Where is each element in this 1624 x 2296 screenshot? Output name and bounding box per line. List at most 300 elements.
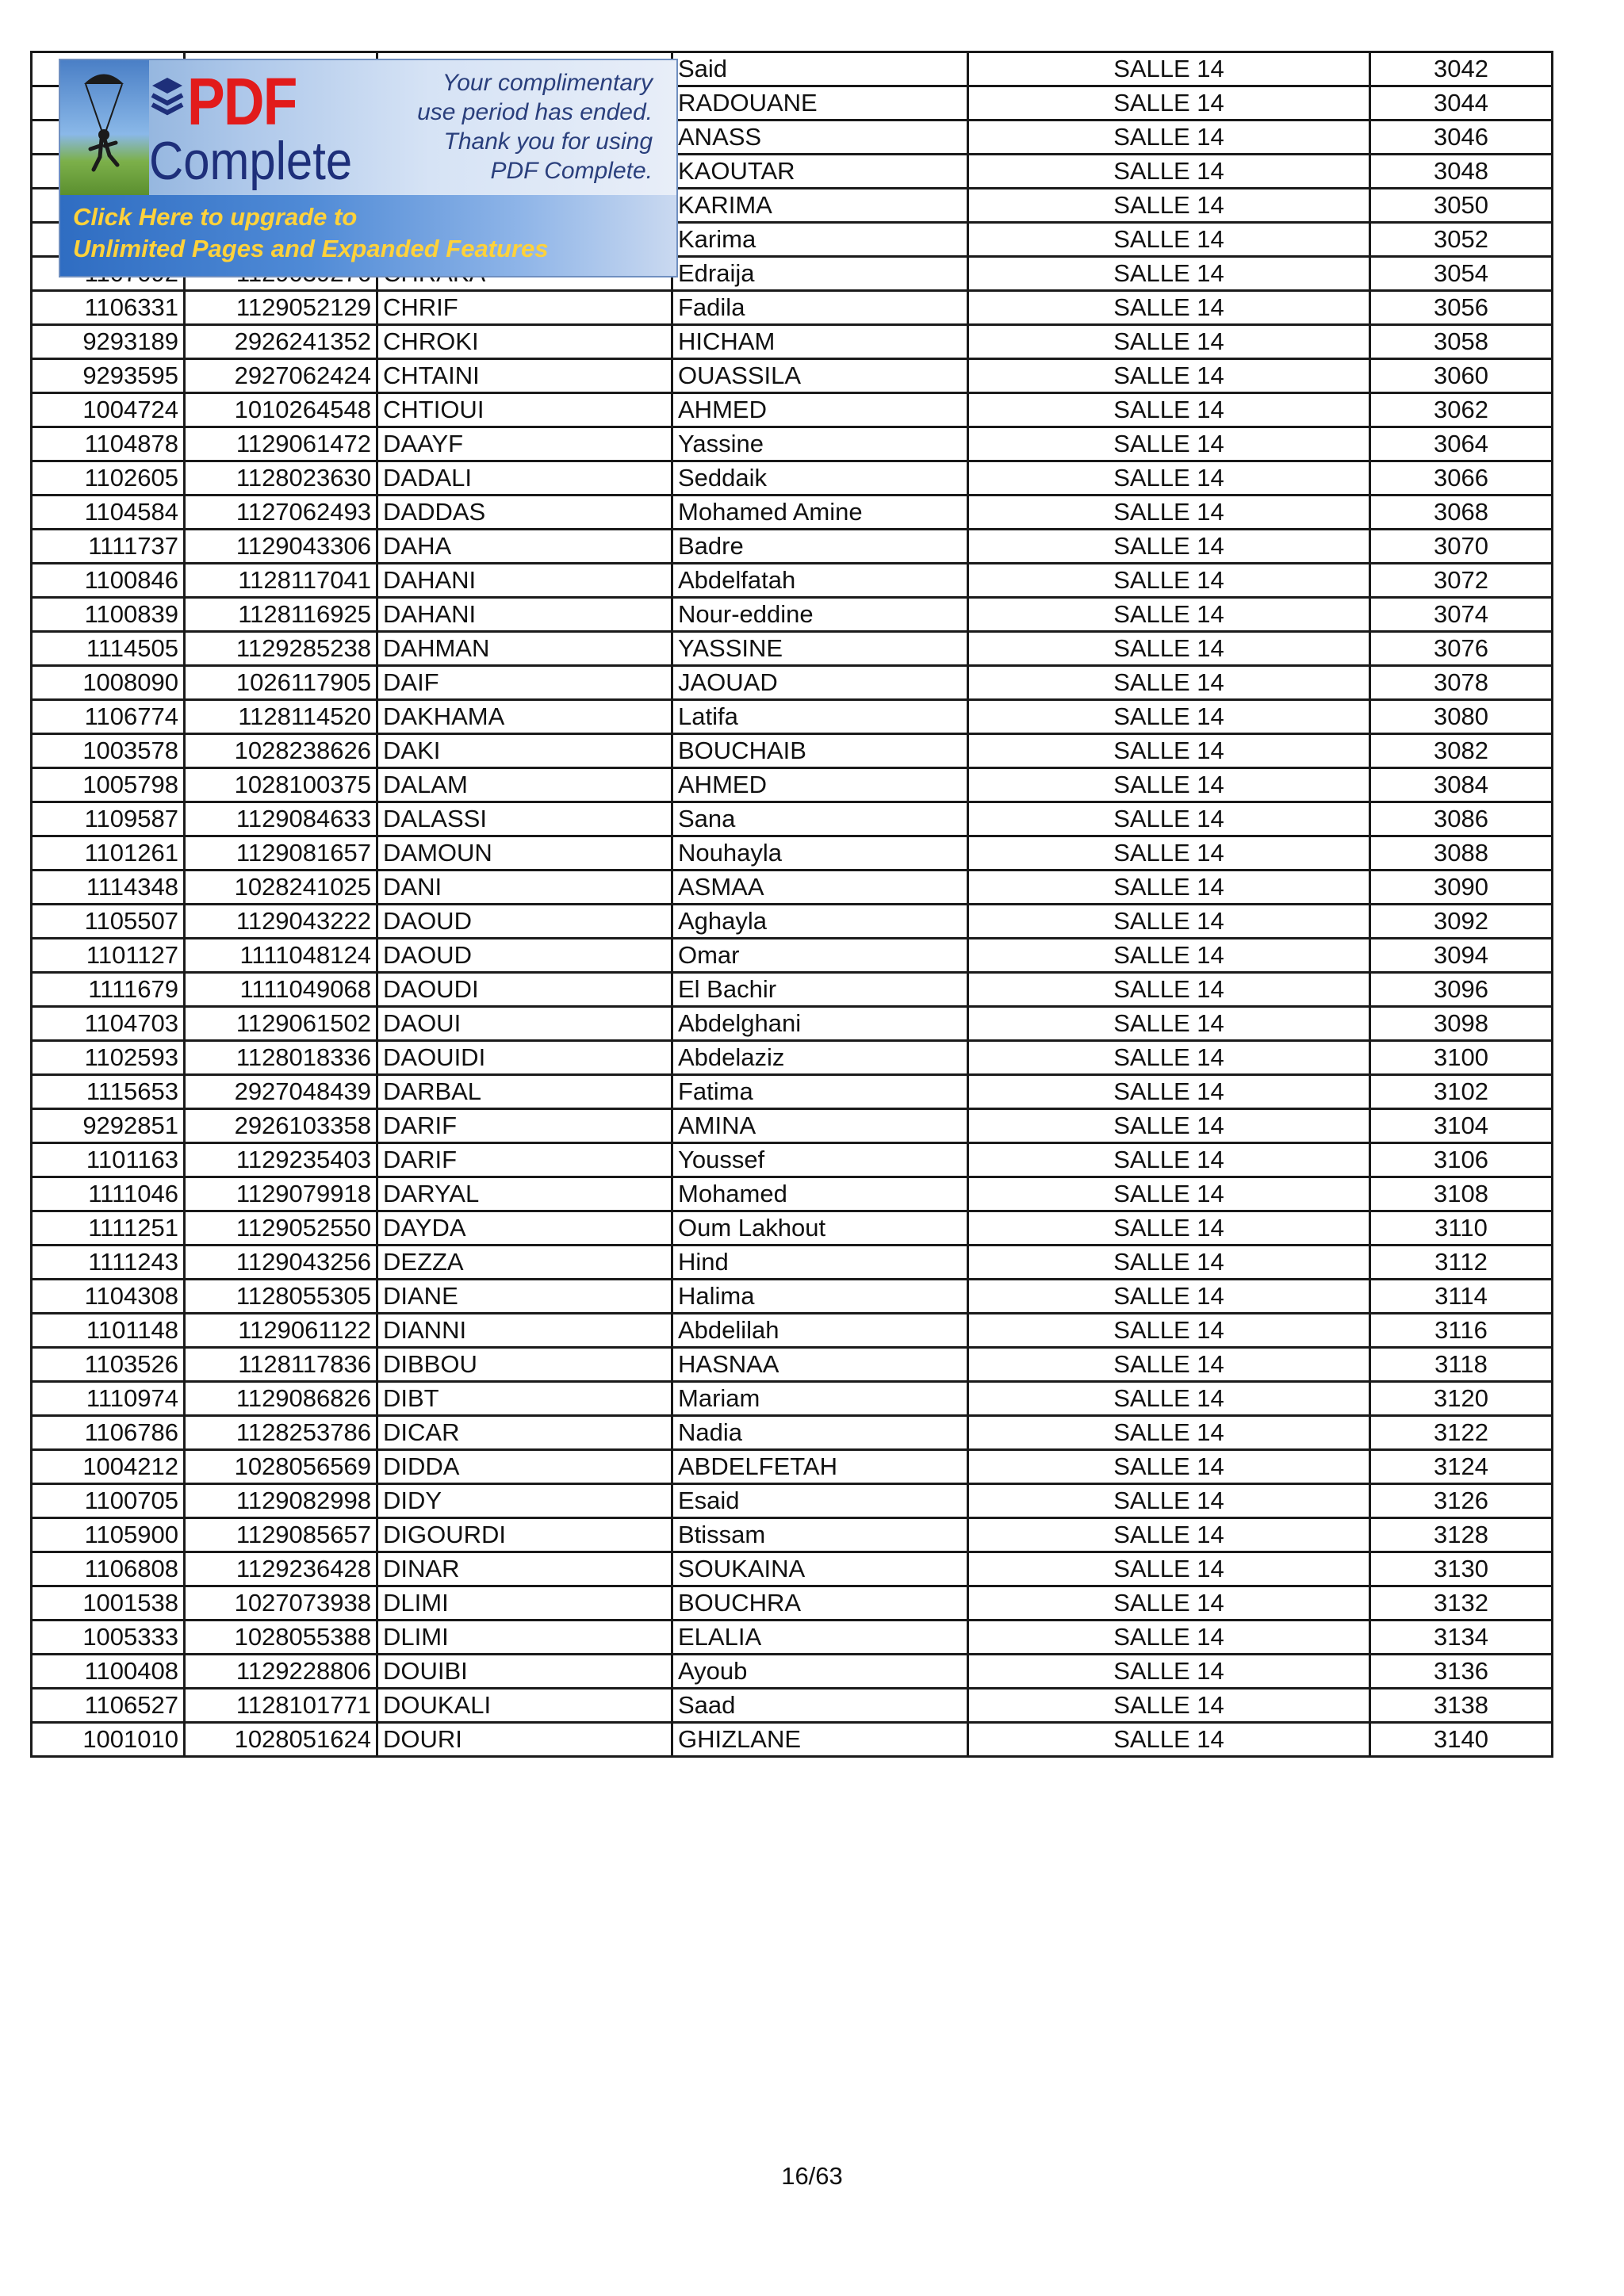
first-name-cell: Saad <box>672 1689 968 1723</box>
upgrade-link-line[interactable]: Unlimited Pages and Expanded Features <box>73 235 549 262</box>
seat-number-cell: 3126 <box>1370 1484 1553 1518</box>
roster-table <box>30 51 1553 1758</box>
code-cell: 1028055388 <box>185 1621 377 1655</box>
first-name-cell: ELALIA <box>672 1621 968 1655</box>
student-id-cell: 1101261 <box>32 836 185 871</box>
first-name-cell: Esaid <box>672 1484 968 1518</box>
student-id-cell: 1102605 <box>32 461 185 496</box>
last-name-cell: DLIMI <box>377 1586 672 1621</box>
table-row <box>32 291 1553 325</box>
code-cell: 1010264548 <box>185 393 377 427</box>
room-cell: SALLE 14 <box>968 905 1370 939</box>
last-name-cell: DIBBOU <box>377 1348 672 1382</box>
table-row <box>32 461 1553 496</box>
seat-number-cell: 3084 <box>1370 768 1553 802</box>
last-name-cell: DIANE <box>377 1280 672 1314</box>
first-name-cell: YASSINE <box>672 632 968 666</box>
last-name-cell: DAOUIDI <box>377 1041 672 1075</box>
room-cell: SALLE 14 <box>968 1416 1370 1450</box>
table-row <box>32 1416 1553 1450</box>
room-cell: SALLE 14 <box>968 393 1370 427</box>
table-row <box>32 1348 1553 1382</box>
first-name-cell: Yassine <box>672 427 968 461</box>
student-id-cell: 1001010 <box>32 1723 185 1757</box>
student-id-cell: 1101163 <box>32 1143 185 1177</box>
room-cell: SALLE 14 <box>968 871 1370 905</box>
room-cell: SALLE 14 <box>968 1723 1370 1757</box>
room-cell: SALLE 14 <box>968 973 1370 1007</box>
last-name-cell: DAOUD <box>377 939 672 973</box>
room-cell: SALLE 14 <box>968 1689 1370 1723</box>
expiry-message <box>383 68 653 186</box>
room-cell: SALLE 14 <box>968 189 1370 223</box>
upgrade-link-line[interactable]: Click Here to upgrade to <box>73 203 358 231</box>
student-id-cell: 1115653 <box>32 1075 185 1109</box>
student-id-cell: 1102593 <box>32 1041 185 1075</box>
code-cell: 1129082998 <box>185 1484 377 1518</box>
parachute-logo-icon <box>60 60 149 195</box>
table-row <box>32 1586 1553 1621</box>
table-row <box>32 1655 1553 1689</box>
table-row <box>32 905 1553 939</box>
first-name-cell: Sana <box>672 802 968 836</box>
expiry-message-line: use period has ended. <box>417 99 653 125</box>
first-name-cell: ASMAA <box>672 871 968 905</box>
first-name-cell: Hind <box>672 1246 968 1280</box>
table-row <box>32 802 1553 836</box>
student-id-cell: 1105900 <box>32 1518 185 1552</box>
first-name-cell: HASNAA <box>672 1348 968 1382</box>
student-id-cell: 1106774 <box>32 700 185 734</box>
last-name-cell: DIANNI <box>377 1314 672 1348</box>
table-row <box>32 1552 1553 1586</box>
code-cell: 1128253786 <box>185 1416 377 1450</box>
seat-number-cell: 3110 <box>1370 1211 1553 1246</box>
table-row <box>32 1314 1553 1348</box>
seat-number-cell: 3140 <box>1370 1723 1553 1757</box>
first-name-cell: Aghayla <box>672 905 968 939</box>
last-name-cell: DINAR <box>377 1552 672 1586</box>
seat-number-cell: 3136 <box>1370 1655 1553 1689</box>
first-name-cell: Youssef <box>672 1143 968 1177</box>
room-cell: SALLE 14 <box>968 598 1370 632</box>
student-id-cell: 1105507 <box>32 905 185 939</box>
table-row <box>32 632 1553 666</box>
student-id-cell: 1106786 <box>32 1416 185 1450</box>
student-id-cell: 1114348 <box>32 871 185 905</box>
code-cell: 1129085657 <box>185 1518 377 1552</box>
code-cell: 1129081657 <box>185 836 377 871</box>
code-cell: 1129086826 <box>185 1382 377 1416</box>
room-cell: SALLE 14 <box>968 257 1370 291</box>
student-id-cell: 1100408 <box>32 1655 185 1689</box>
code-cell: 1028100375 <box>185 768 377 802</box>
seat-number-cell: 3068 <box>1370 496 1553 530</box>
room-cell: SALLE 14 <box>968 734 1370 768</box>
table-row <box>32 871 1553 905</box>
seat-number-cell: 3066 <box>1370 461 1553 496</box>
student-id-cell: 1101127 <box>32 939 185 973</box>
table-row <box>32 564 1553 598</box>
expiry-message-line: PDF Complete. <box>490 158 653 184</box>
seat-number-cell: 3108 <box>1370 1177 1553 1211</box>
last-name-cell: DAOUD <box>377 905 672 939</box>
first-name-cell: ANASS <box>672 121 968 155</box>
first-name-cell: Fadila <box>672 291 968 325</box>
room-cell: SALLE 14 <box>968 1586 1370 1621</box>
room-cell: SALLE 14 <box>968 1041 1370 1075</box>
seat-number-cell: 3072 <box>1370 564 1553 598</box>
table-row <box>32 836 1553 871</box>
seat-number-cell: 3122 <box>1370 1416 1553 1450</box>
code-cell: 2927048439 <box>185 1075 377 1109</box>
last-name-cell: DAAYF <box>377 427 672 461</box>
room-cell: SALLE 14 <box>968 666 1370 700</box>
seat-number-cell: 3044 <box>1370 86 1553 121</box>
last-name-cell: DAHA <box>377 530 672 564</box>
student-id-cell: 1109587 <box>32 802 185 836</box>
seat-number-cell: 3054 <box>1370 257 1553 291</box>
code-cell: 1111048124 <box>185 939 377 973</box>
last-name-cell: DIDY <box>377 1484 672 1518</box>
code-cell: 1129052129 <box>185 291 377 325</box>
seat-number-cell: 3134 <box>1370 1621 1553 1655</box>
room-cell: SALLE 14 <box>968 700 1370 734</box>
first-name-cell: Nadia <box>672 1416 968 1450</box>
seat-number-cell: 3104 <box>1370 1109 1553 1143</box>
code-cell: 1111049068 <box>185 973 377 1007</box>
last-name-cell: DADALI <box>377 461 672 496</box>
seat-number-cell: 3090 <box>1370 871 1553 905</box>
first-name-cell: Nouhayla <box>672 836 968 871</box>
student-id-cell: 1005798 <box>32 768 185 802</box>
last-name-cell: DAHANI <box>377 598 672 632</box>
student-id-cell: 1100705 <box>32 1484 185 1518</box>
student-id-cell: 1111251 <box>32 1211 185 1246</box>
table-row <box>32 1484 1553 1518</box>
code-cell: 1026117905 <box>185 666 377 700</box>
last-name-cell: DAIF <box>377 666 672 700</box>
student-id-cell: 1003578 <box>32 734 185 768</box>
seat-number-cell: 3062 <box>1370 393 1553 427</box>
first-name-cell: Halima <box>672 1280 968 1314</box>
code-cell: 1129084633 <box>185 802 377 836</box>
table-row <box>32 1109 1553 1143</box>
student-id-cell: 1111737 <box>32 530 185 564</box>
first-name-cell: AHMED <box>672 768 968 802</box>
last-name-cell: DALASSI <box>377 802 672 836</box>
room-cell: SALLE 14 <box>968 1655 1370 1689</box>
table-row <box>32 359 1553 393</box>
room-cell: SALLE 14 <box>968 836 1370 871</box>
table-row <box>32 393 1553 427</box>
first-name-cell: JAOUAD <box>672 666 968 700</box>
seat-number-cell: 3114 <box>1370 1280 1553 1314</box>
seat-number-cell: 3080 <box>1370 700 1553 734</box>
last-name-cell: CHTAINI <box>377 359 672 393</box>
code-cell: 1128018336 <box>185 1041 377 1075</box>
room-cell: SALLE 14 <box>968 939 1370 973</box>
table-row <box>32 427 1553 461</box>
room-cell: SALLE 14 <box>968 325 1370 359</box>
room-cell: SALLE 14 <box>968 291 1370 325</box>
table-row <box>32 734 1553 768</box>
last-name-cell: DOUKALI <box>377 1689 672 1723</box>
table-row <box>32 1280 1553 1314</box>
upgrade-link[interactable] <box>60 195 676 276</box>
code-cell: 1128101771 <box>185 1689 377 1723</box>
room-cell: SALLE 14 <box>968 1143 1370 1177</box>
first-name-cell: Abdelfatah <box>672 564 968 598</box>
code-cell: 1128023630 <box>185 461 377 496</box>
table-row <box>32 1007 1553 1041</box>
table-row <box>32 530 1553 564</box>
first-name-cell: Abdelaziz <box>672 1041 968 1075</box>
code-cell: 2926241352 <box>185 325 377 359</box>
student-id-cell: 1005333 <box>32 1621 185 1655</box>
last-name-cell: DARIF <box>377 1109 672 1143</box>
seat-number-cell: 3102 <box>1370 1075 1553 1109</box>
seat-number-cell: 3050 <box>1370 189 1553 223</box>
student-id-cell: 1100839 <box>32 598 185 632</box>
code-cell: 1128116925 <box>185 598 377 632</box>
first-name-cell: Seddaik <box>672 461 968 496</box>
first-name-cell: KAOUTAR <box>672 155 968 189</box>
student-id-cell: 1111679 <box>32 973 185 1007</box>
last-name-cell: DAKI <box>377 734 672 768</box>
code-cell: 1128055305 <box>185 1280 377 1314</box>
first-name-cell: HICHAM <box>672 325 968 359</box>
table-row <box>32 700 1553 734</box>
seat-number-cell: 3078 <box>1370 666 1553 700</box>
roster-body <box>32 52 1553 1757</box>
first-name-cell: Fatima <box>672 1075 968 1109</box>
student-id-cell: 1103526 <box>32 1348 185 1382</box>
first-name-cell: Omar <box>672 939 968 973</box>
room-cell: SALLE 14 <box>968 1211 1370 1246</box>
student-id-cell: 1114505 <box>32 632 185 666</box>
first-name-cell: Ayoub <box>672 1655 968 1689</box>
last-name-cell: DALAM <box>377 768 672 802</box>
first-name-cell: ABDELFETAH <box>672 1450 968 1484</box>
seat-number-cell: 3138 <box>1370 1689 1553 1723</box>
code-cell: 2927062424 <box>185 359 377 393</box>
table-row <box>32 1450 1553 1484</box>
last-name-cell: DICAR <box>377 1416 672 1450</box>
last-name-cell: DLIMI <box>377 1621 672 1655</box>
first-name-cell: Nour-eddine <box>672 598 968 632</box>
room-cell: SALLE 14 <box>968 496 1370 530</box>
code-cell: 1027073938 <box>185 1586 377 1621</box>
student-id-cell: 9293595 <box>32 359 185 393</box>
room-cell: SALLE 14 <box>968 530 1370 564</box>
seat-number-cell: 3042 <box>1370 52 1553 86</box>
room-cell: SALLE 14 <box>968 427 1370 461</box>
last-name-cell: CHTIOUI <box>377 393 672 427</box>
code-cell: 1128117041 <box>185 564 377 598</box>
first-name-cell: AMINA <box>672 1109 968 1143</box>
room-cell: SALLE 14 <box>968 155 1370 189</box>
first-name-cell: Abdelilah <box>672 1314 968 1348</box>
last-name-cell: DOURI <box>377 1723 672 1757</box>
room-cell: SALLE 14 <box>968 802 1370 836</box>
student-id-cell: 1111046 <box>32 1177 185 1211</box>
code-cell: 1129236428 <box>185 1552 377 1586</box>
room-cell: SALLE 14 <box>968 1484 1370 1518</box>
table-row <box>32 1246 1553 1280</box>
student-id-cell: 1111243 <box>32 1246 185 1280</box>
pdf-complete-watermark-banner[interactable] <box>59 59 678 277</box>
code-cell: 1028056569 <box>185 1450 377 1484</box>
first-name-cell: SOUKAINA <box>672 1552 968 1586</box>
student-id-cell: 1106527 <box>32 1689 185 1723</box>
table-row <box>32 598 1553 632</box>
last-name-cell: DOUIBI <box>377 1655 672 1689</box>
complete-logo-text: Complete <box>149 131 353 191</box>
last-name-cell: DEZZA <box>377 1246 672 1280</box>
first-name-cell: Edraija <box>672 257 968 291</box>
last-name-cell: CHRIF <box>377 291 672 325</box>
pdf-logo-text: PDF <box>187 64 297 139</box>
expiry-message-line: Your complimentary <box>442 70 653 96</box>
seat-number-cell: 3120 <box>1370 1382 1553 1416</box>
room-cell: SALLE 14 <box>968 1075 1370 1109</box>
room-cell: SALLE 14 <box>968 768 1370 802</box>
code-cell: 1129052550 <box>185 1211 377 1246</box>
first-name-cell: Badre <box>672 530 968 564</box>
code-cell: 1028241025 <box>185 871 377 905</box>
first-name-cell: Btissam <box>672 1518 968 1552</box>
room-cell: SALLE 14 <box>968 1007 1370 1041</box>
last-name-cell: DADDAS <box>377 496 672 530</box>
seat-number-cell: 3100 <box>1370 1041 1553 1075</box>
code-cell: 1129043222 <box>185 905 377 939</box>
first-name-cell: Karima <box>672 223 968 257</box>
first-name-cell: KARIMA <box>672 189 968 223</box>
code-cell: 1129235403 <box>185 1143 377 1177</box>
seat-number-cell: 3124 <box>1370 1450 1553 1484</box>
first-name-cell: Said <box>672 52 968 86</box>
student-id-cell: 1104703 <box>32 1007 185 1041</box>
student-id-cell: 1008090 <box>32 666 185 700</box>
table-row <box>32 325 1553 359</box>
seat-number-cell: 3132 <box>1370 1586 1553 1621</box>
code-cell: 1028051624 <box>185 1723 377 1757</box>
table-row <box>32 1621 1553 1655</box>
table-row <box>32 1177 1553 1211</box>
expiry-message-line: Thank you for using <box>443 128 653 155</box>
last-name-cell: CHROKI <box>377 325 672 359</box>
seat-number-cell: 3060 <box>1370 359 1553 393</box>
code-cell: 1028238626 <box>185 734 377 768</box>
seat-number-cell: 3096 <box>1370 973 1553 1007</box>
code-cell: 1129228806 <box>185 1655 377 1689</box>
code-cell: 1129061122 <box>185 1314 377 1348</box>
code-cell: 1128114520 <box>185 700 377 734</box>
table-row <box>32 1143 1553 1177</box>
seat-number-cell: 3082 <box>1370 734 1553 768</box>
code-cell: 1129043306 <box>185 530 377 564</box>
student-id-cell: 1104584 <box>32 496 185 530</box>
student-id-cell: 1001538 <box>32 1586 185 1621</box>
last-name-cell: DIDDA <box>377 1450 672 1484</box>
room-cell: SALLE 14 <box>968 632 1370 666</box>
table-row <box>32 1723 1553 1757</box>
last-name-cell: DARIF <box>377 1143 672 1177</box>
last-name-cell: DAHMAN <box>377 632 672 666</box>
room-cell: SALLE 14 <box>968 1177 1370 1211</box>
student-id-cell: 9292851 <box>32 1109 185 1143</box>
last-name-cell: DAHANI <box>377 564 672 598</box>
first-name-cell: GHIZLANE <box>672 1723 968 1757</box>
table-row <box>32 939 1553 973</box>
last-name-cell: DAOUDI <box>377 973 672 1007</box>
first-name-cell: El Bachir <box>672 973 968 1007</box>
seat-number-cell: 3130 <box>1370 1552 1553 1586</box>
table-row <box>32 1075 1553 1109</box>
code-cell: 1128117836 <box>185 1348 377 1382</box>
seat-number-cell: 3046 <box>1370 121 1553 155</box>
seat-number-cell: 3116 <box>1370 1314 1553 1348</box>
room-cell: SALLE 14 <box>968 52 1370 86</box>
first-name-cell: RADOUANE <box>672 86 968 121</box>
seat-number-cell: 3058 <box>1370 325 1553 359</box>
first-name-cell: BOUCHAIB <box>672 734 968 768</box>
last-name-cell: DAYDA <box>377 1211 672 1246</box>
room-cell: SALLE 14 <box>968 461 1370 496</box>
first-name-cell: Abdelghani <box>672 1007 968 1041</box>
room-cell: SALLE 14 <box>968 564 1370 598</box>
seat-number-cell: 3056 <box>1370 291 1553 325</box>
student-id-cell: 1101148 <box>32 1314 185 1348</box>
first-name-cell: Mariam <box>672 1382 968 1416</box>
table-row <box>32 1382 1553 1416</box>
room-cell: SALLE 14 <box>968 223 1370 257</box>
table-row <box>32 1518 1553 1552</box>
table-row <box>32 666 1553 700</box>
student-id-cell: 9293189 <box>32 325 185 359</box>
seat-number-cell: 3092 <box>1370 905 1553 939</box>
seat-number-cell: 3098 <box>1370 1007 1553 1041</box>
seat-number-cell: 3070 <box>1370 530 1553 564</box>
seat-number-cell: 3086 <box>1370 802 1553 836</box>
room-cell: SALLE 14 <box>968 1552 1370 1586</box>
student-id-cell: 1104308 <box>32 1280 185 1314</box>
last-name-cell: DAMOUN <box>377 836 672 871</box>
last-name-cell: DANI <box>377 871 672 905</box>
first-name-cell: Mohamed <box>672 1177 968 1211</box>
seat-number-cell: 3128 <box>1370 1518 1553 1552</box>
last-name-cell: DIGOURDI <box>377 1518 672 1552</box>
room-cell: SALLE 14 <box>968 1314 1370 1348</box>
seat-number-cell: 3112 <box>1370 1246 1553 1280</box>
room-cell: SALLE 14 <box>968 1246 1370 1280</box>
last-name-cell: DAOUI <box>377 1007 672 1041</box>
seat-number-cell: 3052 <box>1370 223 1553 257</box>
first-name-cell: BOUCHRA <box>672 1586 968 1621</box>
seat-number-cell: 3118 <box>1370 1348 1553 1382</box>
code-cell: 1129079918 <box>185 1177 377 1211</box>
first-name-cell: AHMED <box>672 393 968 427</box>
table-row <box>32 1211 1553 1246</box>
layers-icon <box>149 75 186 122</box>
room-cell: SALLE 14 <box>968 86 1370 121</box>
room-cell: SALLE 14 <box>968 359 1370 393</box>
page-number: 16/63 <box>781 2162 843 2190</box>
seat-number-cell: 3088 <box>1370 836 1553 871</box>
last-name-cell: DAKHAMA <box>377 700 672 734</box>
seat-number-cell: 3106 <box>1370 1143 1553 1177</box>
